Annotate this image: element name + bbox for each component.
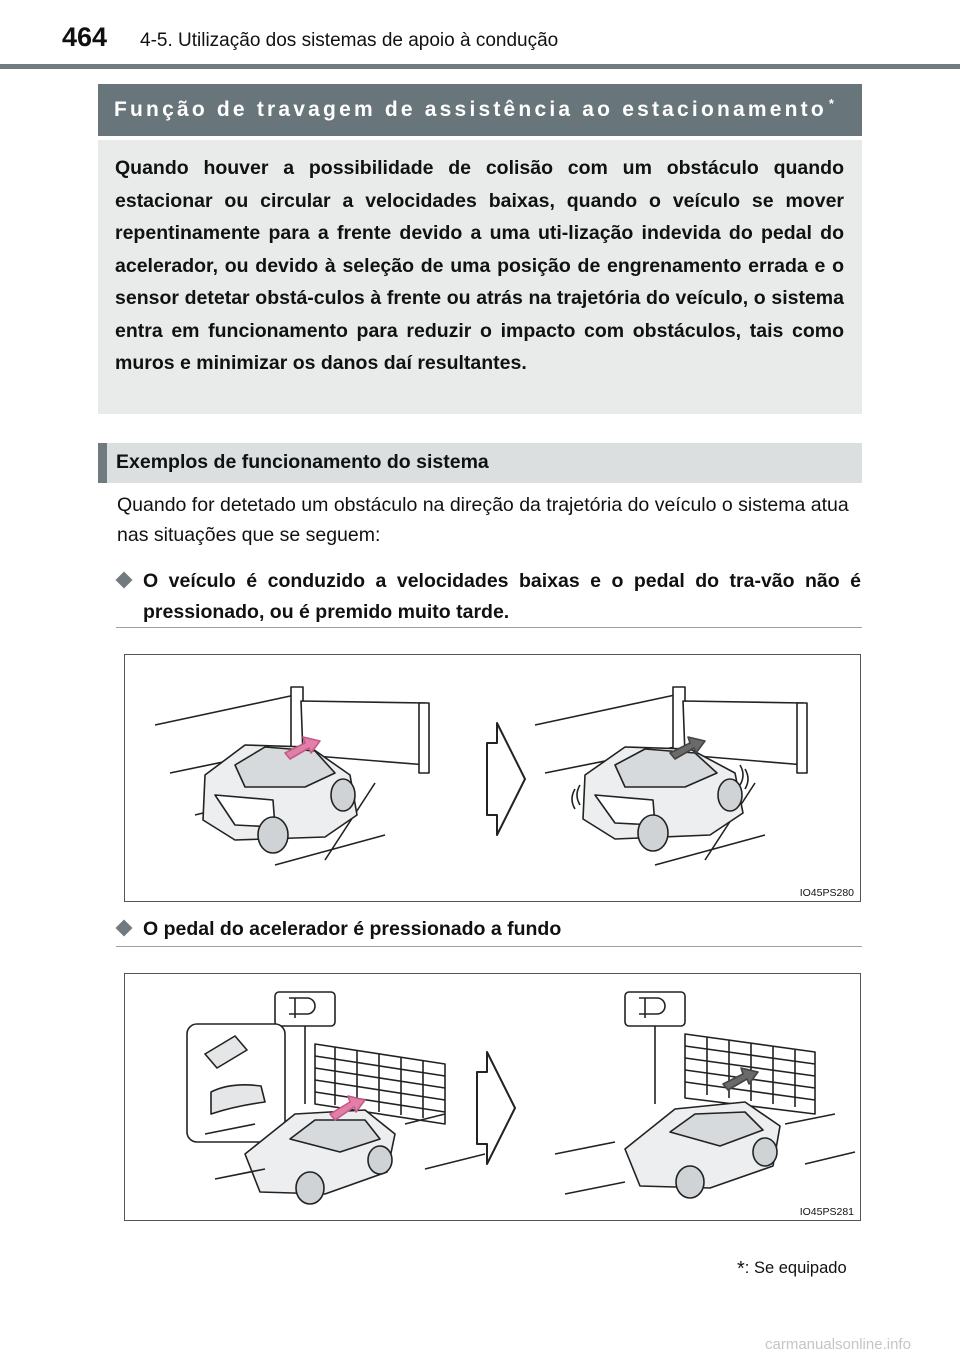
main-title-bar xyxy=(98,84,862,136)
figure-accelerator-pressed xyxy=(124,973,861,1221)
diamond-bullet-icon xyxy=(116,920,133,937)
main-title: Função de travagem de assistência ao estacionamento xyxy=(114,98,827,121)
diamond-bullet-icon xyxy=(116,572,133,589)
examples-heading-text: Exemplos de funcionamento do sistema xyxy=(116,451,489,473)
car-illustration-1 xyxy=(125,655,862,903)
car-illustration-2 xyxy=(125,974,862,1222)
examples-heading xyxy=(98,443,862,483)
intro-box xyxy=(98,140,862,414)
page-number: 464 xyxy=(62,22,108,52)
examples-body: Quando for detetado um obstáculo na direção da trajetória do veículo o sistema atua nas situações que se seguem: xyxy=(117,494,849,546)
intro-text: Quando houver a possibilidade de colisão com um obstáculo quando estacionar ou circular a velocidades baixas, quando o veículo se mover repentinamente para a frente devido a uma uti-lização indevida do pedal do acelerador, ou devido à seleção de uma posição de engrenamento errada e o sensor detetar obstá-culos à frente ou atrás na trajetória do veículo, o sistema entra em funcionamento para reduzir o impacto com obstáculos, tais como muros e minimizar os danos daí resultantes. xyxy=(115,157,844,374)
figure-code-1: IO45PS280 xyxy=(799,887,854,899)
footnote xyxy=(737,1258,847,1281)
watermark: carmanualsonline.info xyxy=(765,1336,911,1353)
example-rule-2 xyxy=(116,946,862,947)
figure-code-2: IO45PS281 xyxy=(799,1206,854,1218)
figure-low-speed-brake xyxy=(124,654,861,902)
section-title: 4-5. Utilização dos sistemas de apoio à condução xyxy=(140,30,559,51)
example-text-1: O veículo é conduzido a velocidades baixas e o pedal do tra-vão não é pressionado, ou é premido muito tarde. xyxy=(143,570,861,623)
equipment-asterisk: * xyxy=(828,96,834,111)
example-heading-1 xyxy=(116,566,861,628)
example-rule-1 xyxy=(116,627,862,628)
footnote-text: : Se equipado xyxy=(744,1259,847,1277)
footnote-asterisk: * xyxy=(737,1258,745,1280)
example-heading-2 xyxy=(116,914,861,945)
example-text-2: O pedal do acelerador é pressionado a fundo xyxy=(143,918,562,940)
header-rule xyxy=(0,64,960,69)
